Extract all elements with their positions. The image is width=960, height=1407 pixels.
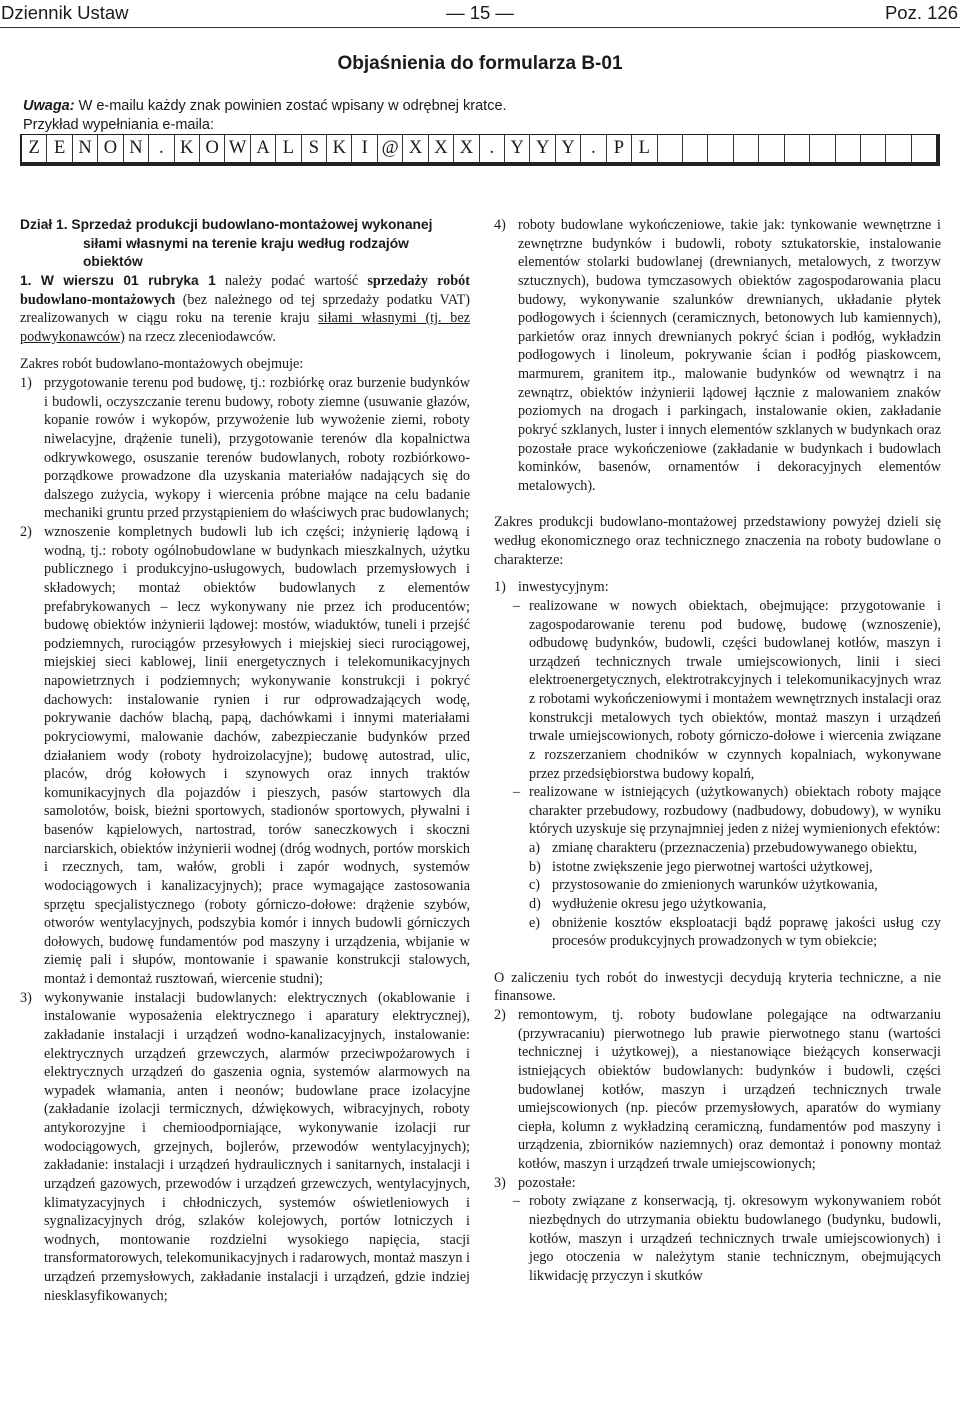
effect-text: zmianę charakteru (przeznaczenia) przebudowywanego obiektu, (552, 840, 918, 856)
email-char-cell: N (124, 135, 149, 162)
effect-text: wydłużenie okresu jego użytkowania, (552, 895, 767, 912)
email-char-cell (886, 135, 911, 162)
effect-item (494, 895, 941, 914)
effect-mark: c) (529, 877, 541, 894)
criteria-paragraph: O zaliczeniu tych robót do inwestycji decydują kryteria techniczne, a nie finansowe. (494, 969, 941, 1005)
effect-item (494, 876, 941, 895)
intro-paragraph (20, 272, 470, 347)
email-char-cell: Y (505, 135, 530, 162)
effect-text: istotne zwiększenie jego pierwotnej wartości użytkowej, (552, 858, 873, 875)
list-item-text: wykonywanie instalacji budowlanych: elektrycznych (okablowanie i instalowanie wyposażenia elektrycznego i aparatury elektrycznej), zakładanie instalacji i urządzeń wodno-kanalizacyjnych, instalowanie: elektrycznych urządzeń grzewczych, alarmów przeciwpożarowych i elektrycznych urządzeń do gaszenia ognia, systemów alarmowych na wypadek włamania, anten i neonów; budowlane prace izolacyjne (zakładanie izolacji termicznych, dźwiękowych, wibracyjnych, roboty antykorozyjne i chemioodporniające, wykonywanie izolacji rur wodociągowych, grzejnych, bojlerów, przewodów wentylacyjnych); zakładanie: instalacji i urządzeń hydraulicznych i sanitarnych, instalacji i urządzeń gazowych, przewodów i urządzeń grzewczych, wentylacyjnych, klimatyzacyjnych i chłodniczych, systemów oświetleniowych i sygnalizacyjnych dróg, szlaków kolejowych, portów lotniczych i wodnych, montowanie rozdzielni wysokiego napięcia, stacji transformatorowych, telekomunikacyjnych i radarowych, montaż maszyn i urządzeń przemysłowych, zakładanie instalacji i urządzeń, gdzie indziej niesklasyfikowanych; (44, 989, 470, 1304)
email-char-cell: X (429, 135, 454, 162)
email-char-cell: I (352, 135, 377, 162)
list-number: 2) (20, 524, 32, 540)
email-char-cell (734, 135, 759, 162)
email-char-cell: A (251, 135, 276, 162)
dash-mark: – (513, 1193, 521, 1210)
email-char-cell: L (276, 135, 301, 162)
email-char-cell: Y (556, 135, 581, 162)
effect-mark: b) (529, 858, 541, 875)
email-char-cell: E (47, 135, 72, 162)
page-title: Objaśnienia do formularza B-01 (337, 53, 623, 74)
list-number: 1) (20, 375, 32, 391)
dash-item-text: realizowane w istniejących (użytkowanych) obiektach roboty mające charakter przebudowy, rozbudowy (nadbudowy, dobudowy), w wyniku których uzyskuje się przynajmniej jeden z niżej wymienionych efektów: (529, 784, 941, 838)
list-number: 1) (494, 579, 506, 596)
email-char-cell: X (403, 135, 428, 162)
email-char-cell: . (149, 135, 174, 162)
list-item (20, 374, 470, 523)
email-char-cell: P (607, 135, 632, 162)
list-item (494, 1174, 941, 1193)
email-note (23, 97, 507, 135)
list-number: 3) (494, 1174, 506, 1191)
dash-mark: – (513, 597, 521, 614)
effect-item (494, 858, 941, 877)
effect-mark: d) (529, 895, 541, 912)
intro-text-b: sprzedaży robót budowlano-montażowych (20, 272, 470, 308)
effect-text: obniżenie kosztów eksploatacji bądź poprawę jakości usług czy procesów produkcyjnych prowadzonych w tym obiekcie; (552, 914, 941, 950)
list-item (494, 216, 941, 495)
section-heading: Dział 1. Sprzedaż produkcji budowlano-montażowej wykonanej siłami własnymi na terenie kraju według rodzajów obiektów (20, 217, 433, 270)
intro-text-a: należy podać wartość (215, 272, 368, 289)
email-char-cell (658, 135, 683, 162)
right-column (494, 216, 941, 1285)
list-item-text: roboty budowlane wykończeniowe, takie jak: tynkowanie wewnętrzne i zewnętrzne budynków i budowli, roboty sztukatorskie, instalowanie elementów stolarki budowlanej (drewnianych, metalowych, z tworzyw sztucznych), budowa tymczasowych obiektów zagospodarowania placu budowy, wykonywanie szalunków drewnianych, układanie płytek podłogowych i ściennych (ceramicznych, betonowych lub kamiennych), parkietów oraz innych drewnianych pokryć ścian i podłóg, wykładzin podłogowych i linoleum, pokrywanie ścian i podłóg piaskowcem, marmurem, granitem itp., malowanie budynków od wewnątrz i na zewnątrz, obiektów inżynierii lądowej łącznie z malowaniem znaków poziomych na drogach i parkingach, instalowanie okien, zakładanie pokryć szklanych, luster i innych elementów szklanych w budynkach oraz pozostałe prace wykończeniowe (zakładanie w budynkach i budowlach kominków, basenów, ornamentów i dekoracyjnych elementów metalowych). (518, 217, 941, 494)
list-number: 3) (20, 989, 32, 1006)
intro-text-c: (bez należnego od tej sprzedaży podatku VAT) zrealizowanych w ciągu roku na terenie kraju (20, 291, 470, 327)
page-number: — 15 — (446, 2, 514, 23)
intro-row-ref: 1. W wierszu 01 rubryka 1 (20, 272, 216, 288)
email-char-cell: N (73, 135, 98, 162)
list-item (20, 523, 470, 989)
email-char-cell: K (327, 135, 352, 162)
list-item (20, 989, 470, 1306)
dash-item-text: realizowane w nowych obiektach, obejmujące: przygotowanie i zagospodarowanie terenu pod budowę, budowę (wznoszenie), odbudowę budynków, budowli, części budowlanej kotłów, maszyn i urządzeń technicznych trwale umiejscowionych, linii i sieci elektroenergetycznych, elektrotrakcyjnych i telekomunikacyjnych wraz z robotami wykończeniowymi i montażem wewnętrznych instalacji oraz konstrukcji metalowych tych obiektów, montaż maszyn i urządzeń trwale umiejscowionych, roboty górniczo-dołowe i wiercenia związane z rozszerzaniem chodników w czynnych kopalniach, wykonywane przez przedsiębiorstwa budowy kopalń, (529, 597, 941, 782)
email-char-cell (861, 135, 886, 162)
email-char-cell: K (175, 135, 200, 162)
dash-item (494, 597, 941, 783)
dash-item (494, 783, 941, 839)
email-char-cell: O (98, 135, 123, 162)
email-char-cell (836, 135, 861, 162)
effect-item (494, 914, 941, 951)
division-paragraph: Zakres produkcji budowlano-montażowej przedstawiony powyżej dzieli się według ekonomicznego oraz technicznego znaczenia na roboty budowlane o charakterze: (494, 514, 941, 568)
email-char-cell: Y (530, 135, 555, 162)
email-char-cell (912, 135, 936, 162)
effect-mark: a) (529, 840, 541, 856)
intro-text-d: siłami własnymi (tj. bez podwykonawców) (20, 310, 471, 345)
dash-item (494, 1192, 941, 1285)
list-item-text: remontowym, tj. roboty budowlane polegające na odtwarzaniu (przywracaniu) pierwotnego lub prawie pierwotnego stanu (wartości technicznej i użytkowej), a niestanowiące bieżących konserwacji istniejących obiektów budowlanych: budynków i budowli, części budowlanej kotłów, maszyn i urządzeń technicznych trwale umiejscowionych (np. pieców przemysłowych, aparatów do wymiany ciepła, kolumn z wykładziną ceramiczną, fundamentów pod maszyny i urządzenia, zbiorników naziemnych) oraz demontaż i ponowny montaż kotłów, maszyn i urządzeń trwale umiejscowionych; (518, 1007, 941, 1172)
email-char-cell: S (302, 135, 327, 162)
email-char-cell: Z (22, 135, 47, 162)
effect-text: przystosowanie do zmienionych warunków użytkowania, (552, 877, 878, 894)
note-label: Uwaga: (23, 98, 75, 114)
email-char-cell (708, 135, 733, 162)
header-rule (0, 27, 960, 28)
running-head (0, 0, 960, 26)
list-item (494, 578, 941, 597)
scope-label: Zakres robót budowlano-montażowych obejmuje: (20, 356, 304, 373)
list-number: 2) (494, 1007, 506, 1023)
list-item-label: inwestycyjnym: (518, 579, 609, 596)
list-item-text: wznoszenie kompletnych budowli lub ich części; inżynierię lądową i wodną, tj.: roboty ogólnobudowlane w budynkach mieszkalnych, użytku publicznego i produkcyjno-usługowych, budowlach przemysłowych i składowych; montaż obiektów budowlanych z elementów prefabrykowanych – lecz wykonywany nie przez ich producentów; budowę obiektów inżynierii lądowej: mostów, wiaduktów, tuneli i przejść podziemnych, rurociągów przesyłowych i miejskiej sieci rurociągowej, miejskiej sieci kablowej, linii energetycznych i telekomunikacyjnych napowietrznych i podziemnych; wykonywanie konstrukcji i pokryć dachowych: instalowanie rynien i rur odprowadzających wodę, pokrywanie dachów blachą, papą, dachówkami i innymi materiałami pokryciowymi, malowanie dachów, zabezpieczanie budynków przed działaniem wody (roboty hydroizolacyjne); budowę autostrad, ulic, placów, dróg kołowych i szynowych oraz innych traktów komunikacyjnych dla pojazdów i pieszych, pasów startowych dla samolotów, boisk, bieżni sportowych, stadionów sportowych, pływalni i basenów kąpielowych, nartostrad, torów saneczkowych i skoczni narciarskich, obiektów inżynierii wodnej (dróg wodnych, portów morskich i rzecznych, tam, wałów, grobli i zapór wodnych, systemów wodociągowych i kanalizacyjnych); prace wymagające zastosowania sprzętu specjalistycznego (roboty górniczo-dołowe: drążenie szybów, otworów wentylacyjnych, podszybia komór i innych budowli górniczych dołowych, budowę fundamentów pod maszyny i urządzenia, wbijanie w ziemię pali i słupów, montowanie i spawanie konstrukcji stalowych, montaż i demontaż rusztowań, wiercenie studni); (44, 524, 470, 987)
list-item (494, 1006, 941, 1174)
position-number: Poz. 126 (884, 2, 958, 23)
email-char-cell (785, 135, 810, 162)
dash-mark: – (513, 784, 521, 801)
list-item-text: przygotowanie terenu pod budowę, tj.: rozbiórkę oraz burzenie budynków i budowli, oczyszczanie terenu budowy, roboty ziemne (usuwanie głazów, kopanie rowów i wykopów, przywożenie lub wywożenie ziemi, roboty niwelacyjne, drążenie tuneli), przygotowanie terenów dla kopalnictwa odkrywkowego, osuszanie terenów budowlanych, roboty rozbiórkowo-porządkowe prowadzone dla uzyskania materiałów nadających się do dalszego zużycia, wykopy i wiercenia próbne mające na celu badanie mechaniki gruntu przed przystąpieniem do właściwych prac budowlanych; (44, 375, 470, 522)
journal-name: Dziennik Ustaw (1, 2, 129, 23)
email-char-cell (810, 135, 835, 162)
effect-item (494, 839, 941, 858)
email-example-grid (20, 134, 940, 166)
email-char-cell (759, 135, 784, 162)
dash-item-text: roboty związane z konserwacją, tj. okresowym wykonywaniem robót niezbędnych do utrzymania obiektu budowlanego (budynku, budowli, kotłów, maszyn i urządzeń technicznych trwale umiejscowionych) i jego otoczenia w należytym stanie technicznym, obejmujących likwidację przyczyn i skutków (529, 1193, 941, 1284)
email-char-cell (683, 135, 708, 162)
note-example: Przykład wypełniania e-maila: (23, 117, 214, 133)
intro-text-e: na rzecz zleceniodawców. (124, 328, 276, 345)
left-column (20, 216, 470, 1305)
email-char-cell: O (200, 135, 225, 162)
list-number: 4) (494, 217, 506, 233)
email-char-cell: . (581, 135, 606, 162)
email-char-cell: L (632, 135, 657, 162)
email-char-cell: @ (378, 135, 403, 162)
email-char-cell: . (480, 135, 505, 162)
list-item-label: pozostałe: (518, 1174, 576, 1191)
email-char-cell: X (454, 135, 479, 162)
effect-mark: e) (529, 914, 541, 931)
email-char-cell: W (225, 135, 250, 162)
note-text: W e-mailu każdy znak powinien zostać wpisany w odrębnej kratce. (78, 98, 507, 114)
